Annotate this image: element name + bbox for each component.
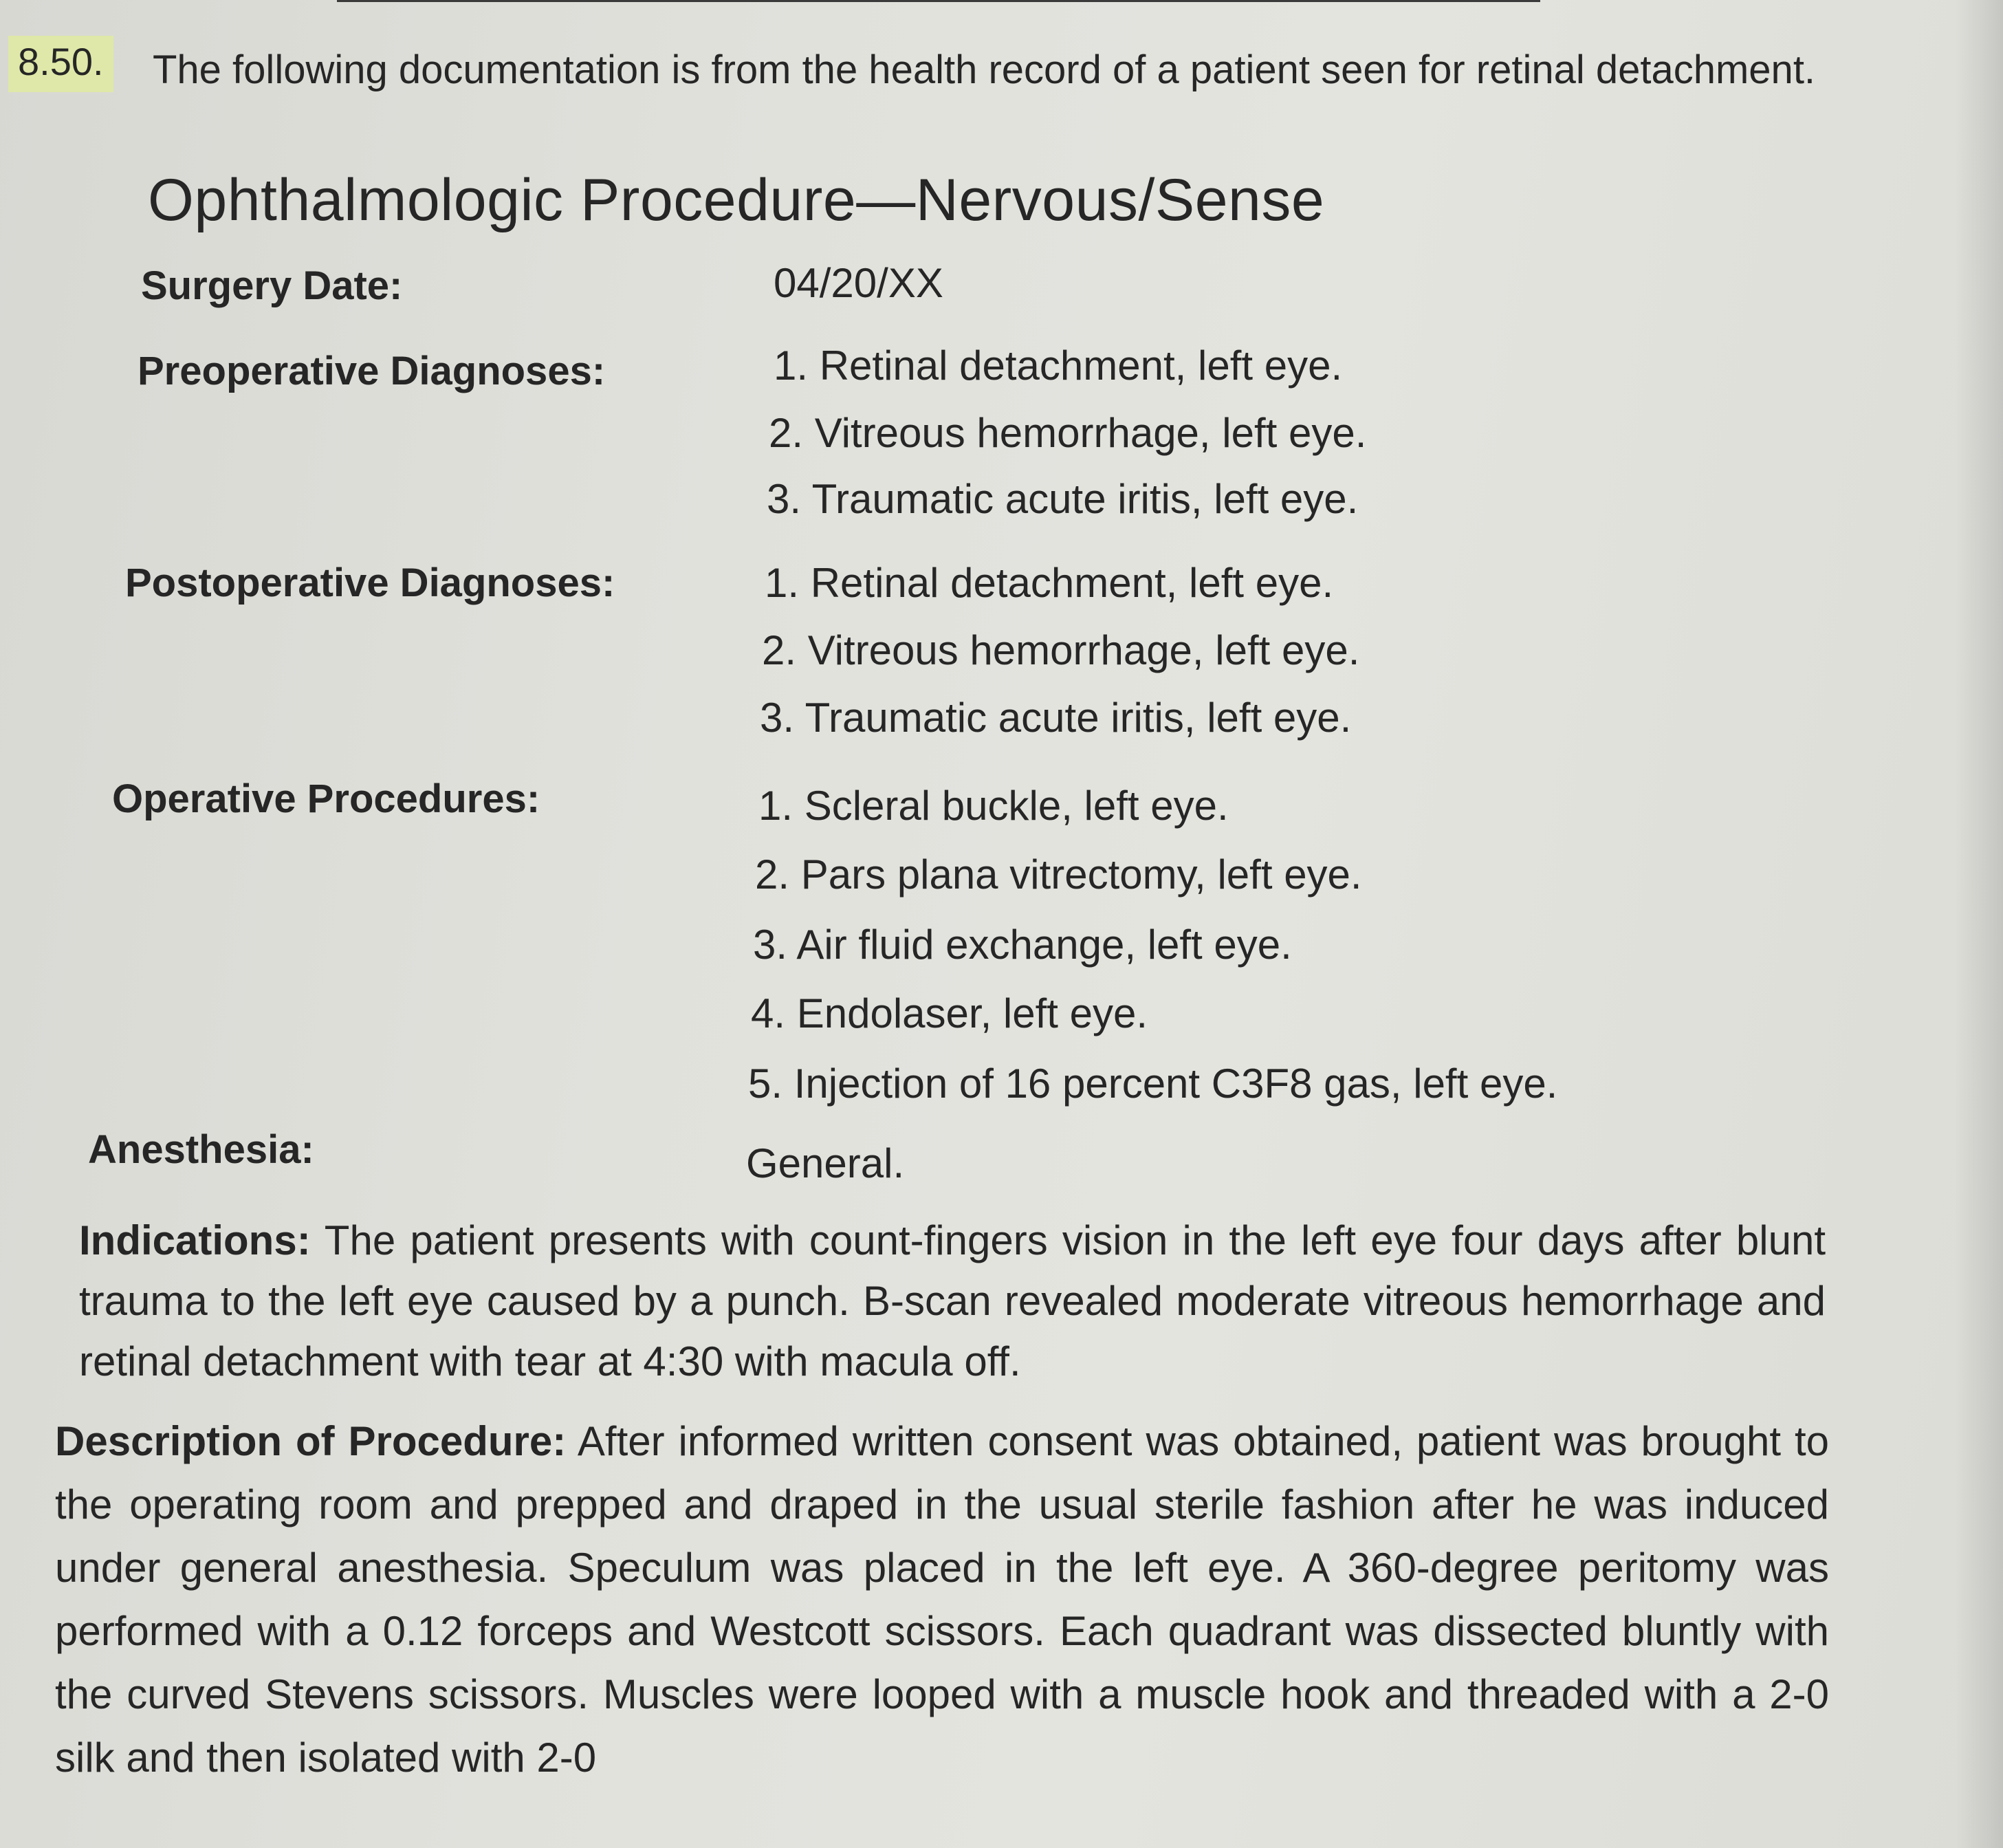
preoperative-diagnosis-item: 3. Traumatic acute iritis, left eye.	[767, 476, 1359, 522]
operative-procedures-label: Operative Procedures:	[112, 776, 540, 821]
description-paragraph	[55, 1410, 1829, 1790]
description-text: After informed written consent was obtained, patient was brought to the operating room and prepped and draped in the usual sterile fashion after he was induced under general anesthesia. Speculum was placed in the left eye. A 360-degree peritomy was performed with a 0.12 forceps and Westcott scissors. Each quadrant was dissected bluntly with the curved Stevens scissors. Muscles were looped with a muscle hook and threaded with a 2-0 silk and then isolated with 2-0	[55, 1418, 1830, 1781]
page-edge-shadow	[1955, 0, 2003, 1848]
operative-procedure-item: 4. Endolaser, left eye.	[751, 990, 1148, 1036]
document-title: Ophthalmologic Procedure—Nervous/Sense	[148, 167, 1325, 233]
preoperative-diagnosis-item: 1. Retinal detachment, left eye.	[774, 343, 1343, 389]
anesthesia-value: General.	[746, 1140, 905, 1186]
operative-procedure-item: 1. Scleral buckle, left eye.	[758, 783, 1229, 829]
postoperative-diagnosis-item: 1. Retinal detachment, left eye.	[765, 560, 1334, 606]
anesthesia-label: Anesthesia:	[88, 1127, 314, 1172]
indications-paragraph	[79, 1210, 1826, 1392]
indications-text: The patient presents with count-fingers vision in the left eye four days after blunt trauma to the left eye caused by a punch. B-scan revealed moderate vitreous hemorrhage and retinal detachment with tear at 4:30 with macula off.	[79, 1217, 1826, 1384]
postoperative-diagnosis-item: 3. Traumatic acute iritis, left eye.	[760, 695, 1352, 741]
indications-label: Indications:	[79, 1217, 311, 1263]
postoperative-diagnoses-label: Postoperative Diagnoses:	[125, 561, 615, 605]
surgery-date-value: 04/20/XX	[774, 260, 943, 306]
operative-procedure-item: 3. Air fluid exchange, left eye.	[753, 922, 1292, 968]
operative-procedure-item: 5. Injection of 16 percent C3F8 gas, left eye.	[748, 1061, 1558, 1107]
preoperative-diagnoses-label: Preoperative Diagnoses:	[138, 349, 606, 393]
description-label: Description of Procedure:	[55, 1418, 567, 1464]
preoperative-diagnosis-item: 2. Vitreous hemorrhage, left eye.	[769, 410, 1367, 456]
operative-procedure-item: 2. Pars plana vitrectomy, left eye.	[755, 851, 1362, 898]
top-rule	[337, 0, 1540, 2]
surgery-date-label: Surgery Date:	[141, 263, 403, 308]
problem-text: The following documentation is from the health record of a patient seen for retinal detachment.	[153, 47, 1816, 92]
problem-number: 8.50.	[8, 36, 113, 92]
postoperative-diagnosis-item: 2. Vitreous hemorrhage, left eye.	[762, 627, 1360, 673]
